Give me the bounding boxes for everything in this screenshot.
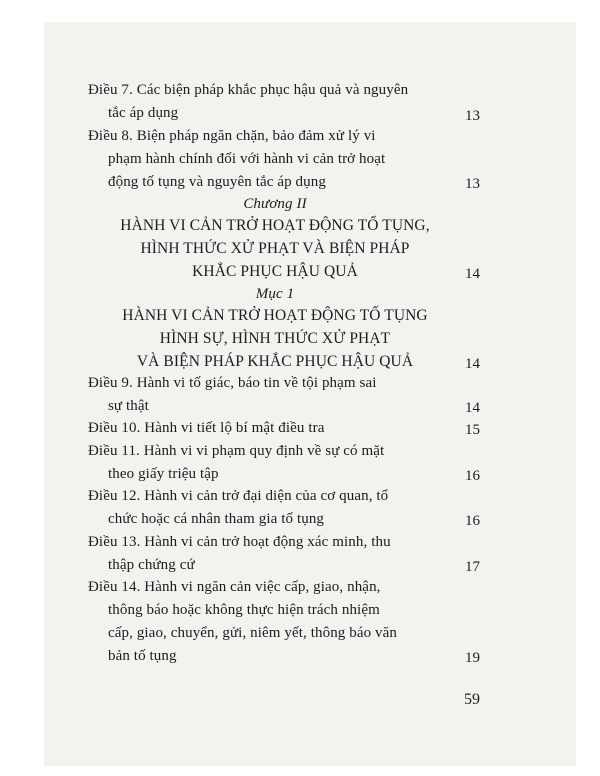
toc-entry-dieu-11-line-2: theo giấy triệu tập [108,466,219,482]
toc-entry-dieu-14-line-4: bản tố tụng [108,648,177,664]
toc-entry-dieu-13-line-2: thập chứng cứ [108,557,195,573]
toc-page-dieu-7: 13 [465,108,480,124]
toc-page-chapter-2: 14 [465,266,480,282]
section-label: Mục 1 [255,286,295,302]
toc-entry-dieu-12-line-2: chức hoặc cá nhân tham gia tố tụng [108,511,325,527]
toc-page-section-1: 14 [465,356,480,372]
toc-entry-dieu-14-line-2: thông báo hoặc không thực hiện trách nhiệm [108,602,380,618]
toc-entry-dieu-8-line-2: phạm hành chính đối với hành vi cản trở hoạt [108,151,386,167]
toc-page-dieu-12: 16 [465,513,480,529]
toc-entry-dieu-11-line-1: Điều 11. Hành vi vi phạm quy định về sự có mặt [88,443,385,459]
toc-entry-dieu-9-line-1: Điều 9. Hành vi tố giác, báo tin về tội phạm sai [88,375,377,391]
toc-entry-dieu-14-line-3: cấp, giao, chuyển, gửi, niêm yết, thông báo văn [108,625,398,641]
toc-entry-dieu-12-line-1: Điều 12. Hành vi cản trở đại diện của cơ quan, tổ [88,488,389,504]
toc-page-dieu-10: 15 [465,422,480,438]
chapter-label: Chương II [243,196,307,212]
toc-page-dieu-13: 17 [465,559,480,575]
toc-page-dieu-11: 16 [465,468,480,484]
toc-entry-dieu-9-line-2: sự thật [108,398,149,414]
toc-entry-dieu-14-line-1: Điều 14. Hành vi ngăn cản việc cấp, giao, nhận, [88,579,381,595]
toc-entry-dieu-7-line-1: Điều 7. Các biện pháp khắc phục hậu quả và nguyên [88,82,409,98]
toc-entry-dieu-8-line-3: động tố tụng và nguyên tắc áp dụng [108,174,326,190]
toc-page-dieu-9: 14 [465,400,480,416]
chapter-title-line-3: KHẮC PHỤC HẬU QUẢ [192,263,358,280]
page-number: 59 [464,691,480,708]
section-title-line-3: VÀ BIỆN PHÁP KHẮC PHỤC HẬU QUẢ [136,353,414,370]
toc-entry-dieu-7-line-2: tắc áp dụng [108,105,179,121]
section-title-line-2: HÌNH SỰ, HÌNH THỨC XỬ PHẠT [159,330,391,347]
toc-entry-dieu-13-line-1: Điều 13. Hành vi cản trở hoạt động xác minh, thu [88,534,391,550]
section-title-line-1: HÀNH VI CẢN TRỞ HOẠT ĐỘNG TỐ TỤNG [122,307,428,324]
chapter-title-line-2: HÌNH THỨC XỬ PHẠT VÀ BIỆN PHÁP [140,240,410,257]
toc-page-dieu-14: 19 [465,650,480,666]
toc-entry-dieu-8-line-1: Điều 8. Biện pháp ngăn chặn, bảo đảm xử lý vi [88,128,376,144]
chapter-title-line-1: HÀNH VI CẢN TRỞ HOẠT ĐỘNG TỐ TỤNG, [120,217,430,234]
toc-page-dieu-8: 13 [465,176,480,192]
toc-entry-dieu-10: Điều 10. Hành vi tiết lộ bí mật điều tra [88,420,325,436]
